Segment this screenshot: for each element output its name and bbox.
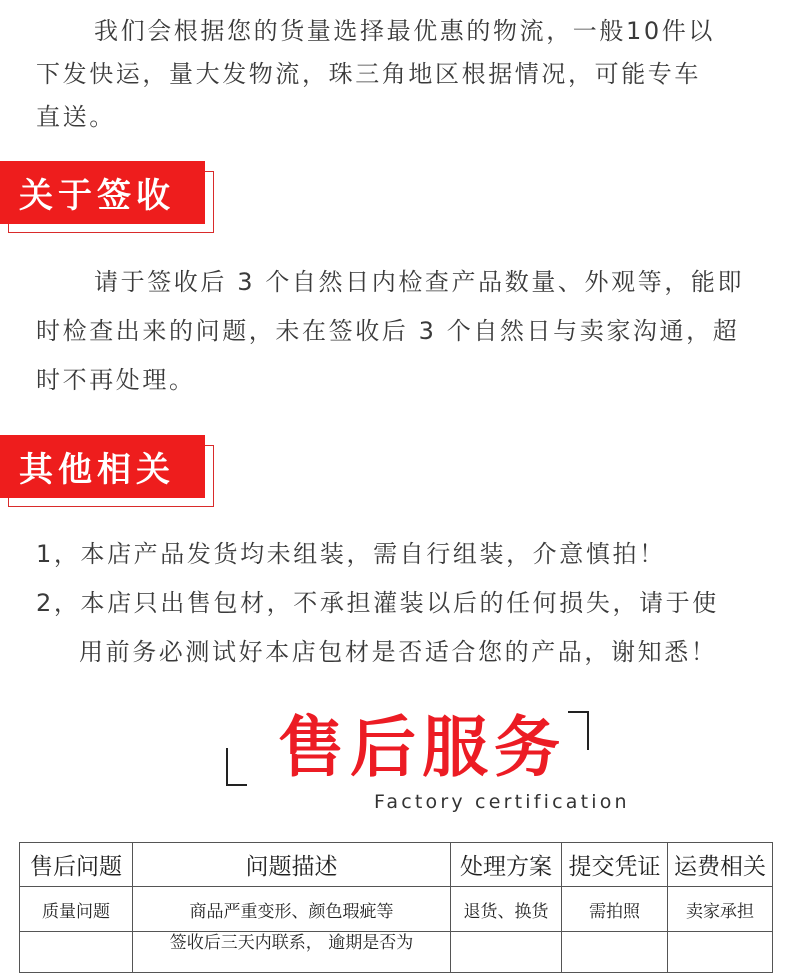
shipping-line-3: 直送。 — [36, 103, 116, 131]
other-notes — [36, 530, 756, 677]
header-cell: 处理方案 — [451, 843, 562, 887]
note-item-1: 1，本店产品发货均未组装，需自行组装，介意慎拍！ — [36, 540, 666, 568]
service-subtitle: Factory certification — [374, 791, 630, 813]
table-cell: 签收后三天内联系， 逾期是否为 — [133, 932, 451, 973]
header-cell: 提交凭证 — [562, 843, 668, 887]
table-cell — [562, 932, 668, 973]
signing-paragraph — [36, 258, 756, 405]
table-header-row — [20, 843, 773, 887]
signing-heading: 关于签收 — [0, 161, 205, 224]
other-heading-tag — [0, 435, 215, 509]
note-item-2: 2，本店只出售包材，不承担灌装以后的任何损失，请于使 — [36, 589, 719, 617]
table-cell — [451, 932, 562, 973]
header-cell: 售后问题 — [20, 843, 133, 887]
header-cell: 运费相关 — [668, 843, 773, 887]
other-heading: 其他相关 — [0, 435, 205, 498]
signing-heading-tag — [0, 161, 215, 235]
header-cell: 问题描述 — [133, 843, 451, 887]
service-table — [19, 842, 773, 973]
shipping-paragraph — [36, 10, 756, 139]
table-row — [20, 887, 773, 932]
shipping-line-2: 下发快运，量大发物流，珠三角地区根据情况，可能专车 — [36, 60, 701, 88]
table-cell: 需拍照 — [562, 887, 668, 932]
table-cell — [668, 932, 773, 973]
table-cell: 卖家承担 — [668, 887, 773, 932]
corner-bracket-top-right — [568, 711, 589, 750]
table-cell: 质量问题 — [20, 887, 133, 932]
table-cell: 退货、换货 — [451, 887, 562, 932]
signing-line-2: 时检查出来的问题，未在签收后 3 个自然日与卖家沟通，超 — [36, 317, 740, 345]
signing-line-3: 时不再处理。 — [36, 366, 196, 394]
shipping-line-1: 我们会根据您的货量选择最优惠的物流，一般10件以 — [94, 17, 715, 45]
table-cell: 商品严重变形、颜色瑕疵等 — [133, 887, 451, 932]
signing-line-1: 请于签收后 3 个自然日内检查产品数量、外观等，能即 — [94, 268, 745, 296]
note-item-2-continued: 用前务必测试好本店包材是否适合您的产品，谢知悉！ — [79, 638, 718, 666]
table-row — [20, 932, 773, 973]
service-title: 售后服务 — [278, 709, 566, 786]
corner-bracket-bottom-left — [226, 748, 247, 786]
table-cell — [20, 932, 133, 973]
